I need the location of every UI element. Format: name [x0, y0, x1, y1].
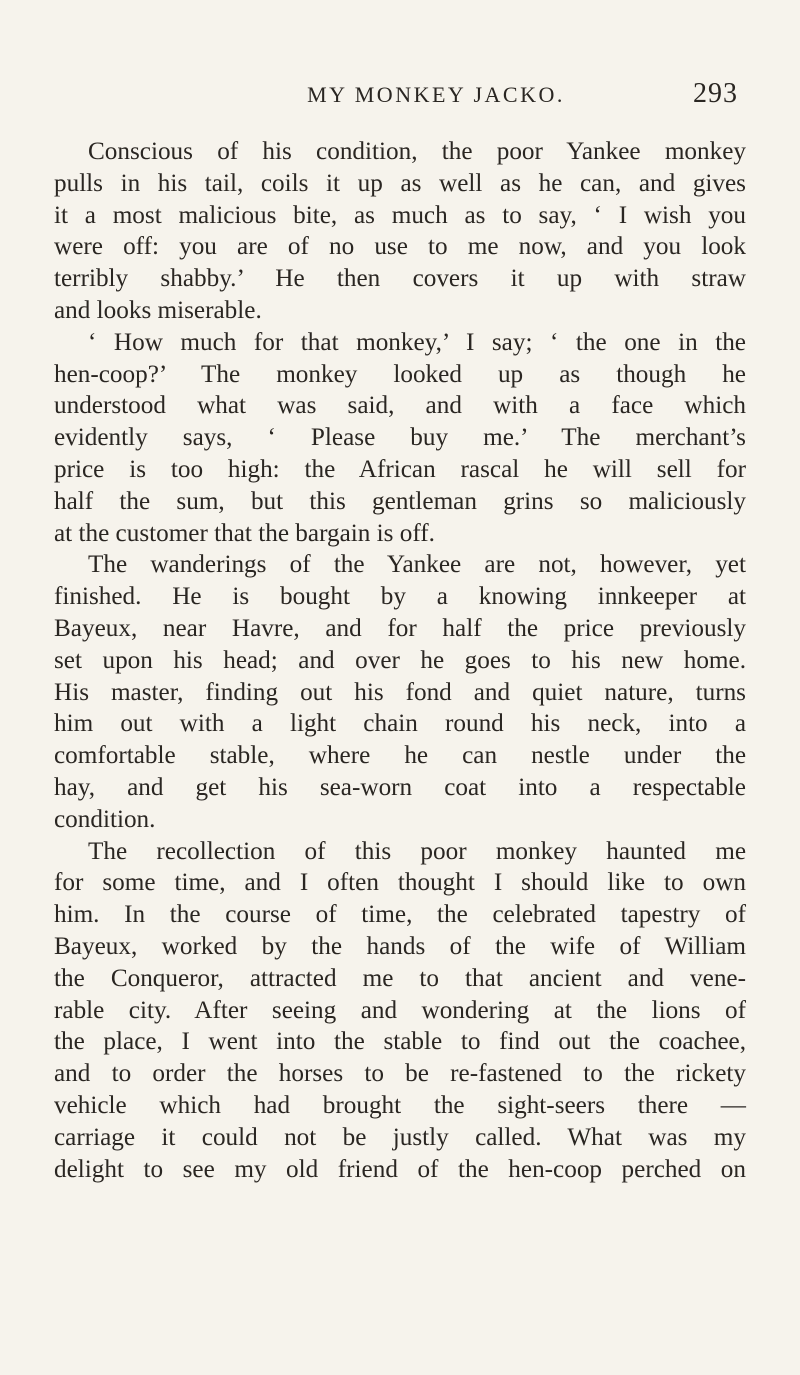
body-text	[54, 136, 746, 1185]
text-line: for some time, and I often thought I should like to own	[54, 869, 746, 897]
text-line: finished. He is bought by a knowing innkeeper at	[54, 583, 746, 611]
paragraph-3	[54, 549, 746, 835]
text-line: rable city. After seeing and wondering at the lions of	[54, 996, 746, 1024]
text-line: terribly shabby.’ He then covers it up with straw	[54, 265, 746, 293]
text-line: Conscious of his condition, the poor Yankee monkey	[88, 138, 746, 165]
paragraph-4	[54, 836, 746, 1186]
running-head	[96, 78, 736, 112]
text-line: and to order the horses to be re-fastened to the rickety	[54, 1060, 746, 1088]
text-line: carriage it could not be justly called. What was my	[54, 1123, 746, 1151]
text-line: were off: you are of no use to me now, and you look	[54, 233, 746, 261]
text-line: The wanderings of the Yankee are not, however, yet	[88, 551, 746, 579]
text-line: Bayeux, worked by the hands of the wife of William	[54, 932, 746, 960]
text-line: condition.	[54, 805, 156, 833]
text-line: it a most malicious bite, as much as to say, ‘ I wish you	[54, 201, 746, 229]
page-number: 293	[693, 78, 738, 109]
text-line: ‘ How much for that monkey,’ I say; ‘ the one in the	[88, 328, 746, 356]
text-line: the Conqueror, attracted me to that ancient and vene-	[54, 964, 746, 992]
text-line: him out with a light chain round his neck, into a	[54, 710, 746, 738]
text-line: delight to see my old friend of the hen-coop perched on	[54, 1155, 746, 1183]
paragraph-2	[54, 327, 746, 550]
text-line: His master, finding out his fond and quiet nature, turns	[54, 678, 746, 706]
running-title: MY MONKEY JACKO.	[307, 82, 565, 107]
text-line: Bayeux, near Havre, and for half the price previously	[54, 614, 746, 642]
text-line: him. In the course of time, the celebrated tapestry of	[54, 901, 746, 929]
text-line: vehicle which had brought the sight-seers there —	[54, 1091, 746, 1119]
text-line: The recollection of this poor monkey haunted me	[88, 837, 746, 865]
text-line: price is too high: the African rascal he will sell for	[54, 455, 746, 483]
text-line: set upon his head; and over he goes to his new home.	[54, 646, 746, 674]
text-line: the place, I went into the stable to find out the coachee,	[54, 1028, 746, 1056]
text-line: hay, and get his sea-worn coat into a respectable	[54, 773, 746, 801]
text-line: hen-coop?’ The monkey looked up as though he	[54, 360, 746, 388]
text-line: understood what was said, and with a face which	[54, 392, 746, 420]
text-line: at the customer that the bargain is off.	[54, 519, 435, 547]
text-line: half the sum, but this gentleman grins so maliciously	[54, 487, 746, 515]
text-line: evidently says, ‘ Please buy me.’ The merchant’s	[54, 424, 746, 452]
paragraph-1	[54, 136, 746, 327]
text-line: comfortable stable, where he can nestle under the	[54, 742, 746, 770]
text-line: pulls in his tail, coils it up as well as he can, and gives	[54, 169, 746, 197]
text-line: and looks miserable.	[54, 296, 262, 324]
